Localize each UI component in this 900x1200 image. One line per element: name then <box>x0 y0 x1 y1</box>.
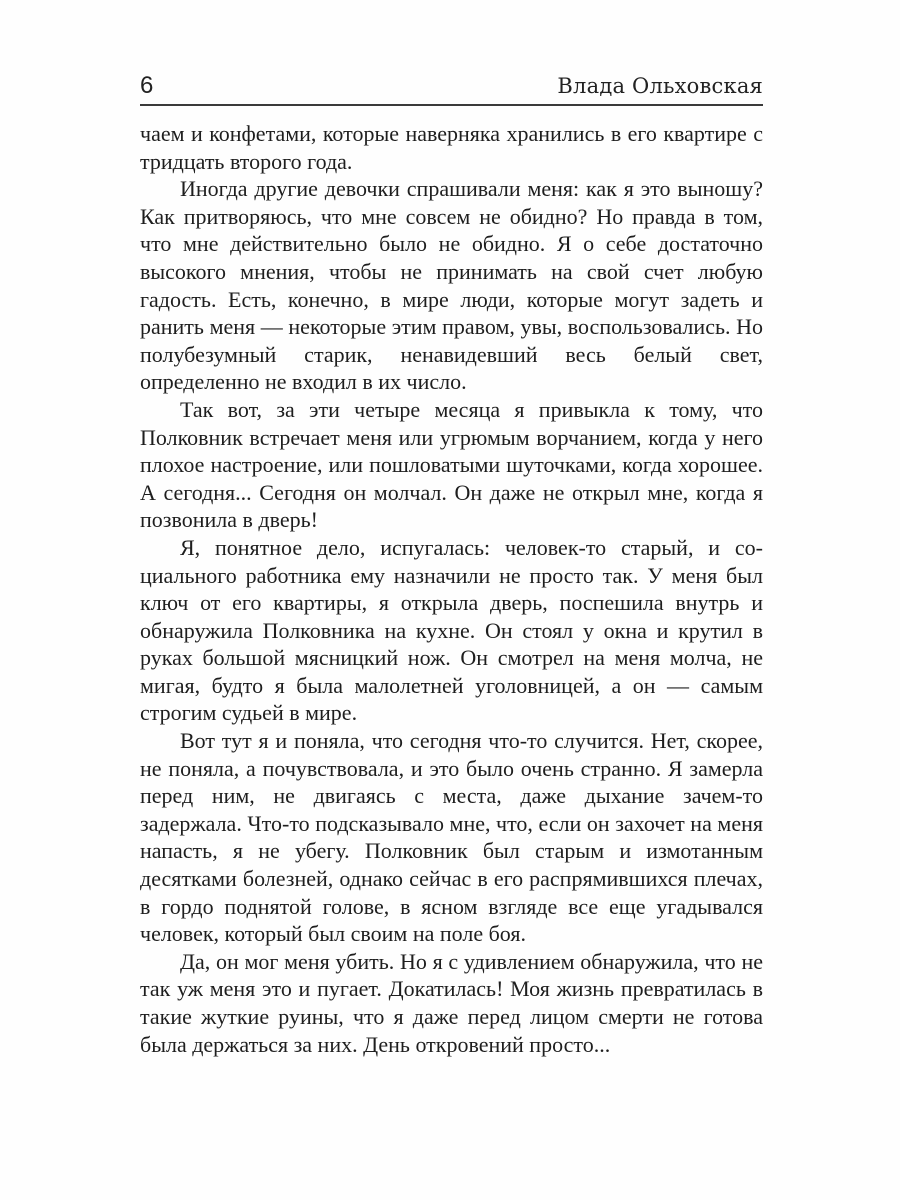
page-number: 6 <box>140 72 154 99</box>
paragraph: Вот тут я и поняла, что сегодня что-то случится. Нет, скорее, не поняла, а почувствовала, и это было очень странно. Я замерла перед ним, не двигаясь с места, даже дыхание зачем-то задержала. Что-то подсказывало мне, что, если он захочет на меня напасть, я не убегу. Полковник был старым и измотанным десятками болезней, однако сейчас в его распрямившихся плечах, в гордо поднятой голове, в ясном взгляде все еще угадывался человек, который был своим на поле боя. <box>140 728 763 947</box>
paragraph: Так вот, за эти четыре месяца я привыкла к тому, что Полковник встречает меня или угрюмым ворчанием, когда у него плохое настроение, или пошловатыми шуточками, когда хорошее. А сегодня... Сегодня он молчал. Он даже не открыл мне, когда я позвонила в дверь! <box>140 396 763 533</box>
header-rule <box>140 104 763 106</box>
paragraph: Я, понятное дело, испугалась: человек-то старый, и социального работника ему назначили не просто так. У меня был ключ от его квартиры, я открыла дверь, поспешила внутрь и обнаружила Полковника на кухне. Он стоял у окна и крутил в руках большой мясницкий нож. Он смотрел на меня молча, не мигая, будто я была малолетней уголовницей, а он — самым строгим судьей в мире. <box>140 534 763 726</box>
paragraph: Да, он мог меня убить. Но я с удивлением обнаружила, что не так уж меня это и пугает. Докатилась! Моя жизнь превратилась в такие жуткие руины, что я даже перед лицом смерти не готова была держаться за них. День откровений просто... <box>140 948 763 1057</box>
body-text <box>140 120 763 1058</box>
paragraph: Иногда другие девочки спрашивали меня: как я это выношу? Как притворяюсь, что мне совсем не обидно? Но правда в том, что мне действительно было не обидно. Я о себе достаточно высокого мнения, чтобы не принимать на свой счет любую гадость. Есть, конечно, в мире люди, которые могут задеть и ранить меня — некоторые этим правом, увы, воспользовались. Но полубезумный старик, ненавидевший весь белый свет, определенно не входил в их число. <box>140 176 763 395</box>
page-header <box>140 72 763 100</box>
paragraph: чаем и конфетами, которые наверняка хранились в его квартире с тридцать второго года. <box>140 121 763 174</box>
running-title-author: Влада Ольховская <box>557 74 763 98</box>
